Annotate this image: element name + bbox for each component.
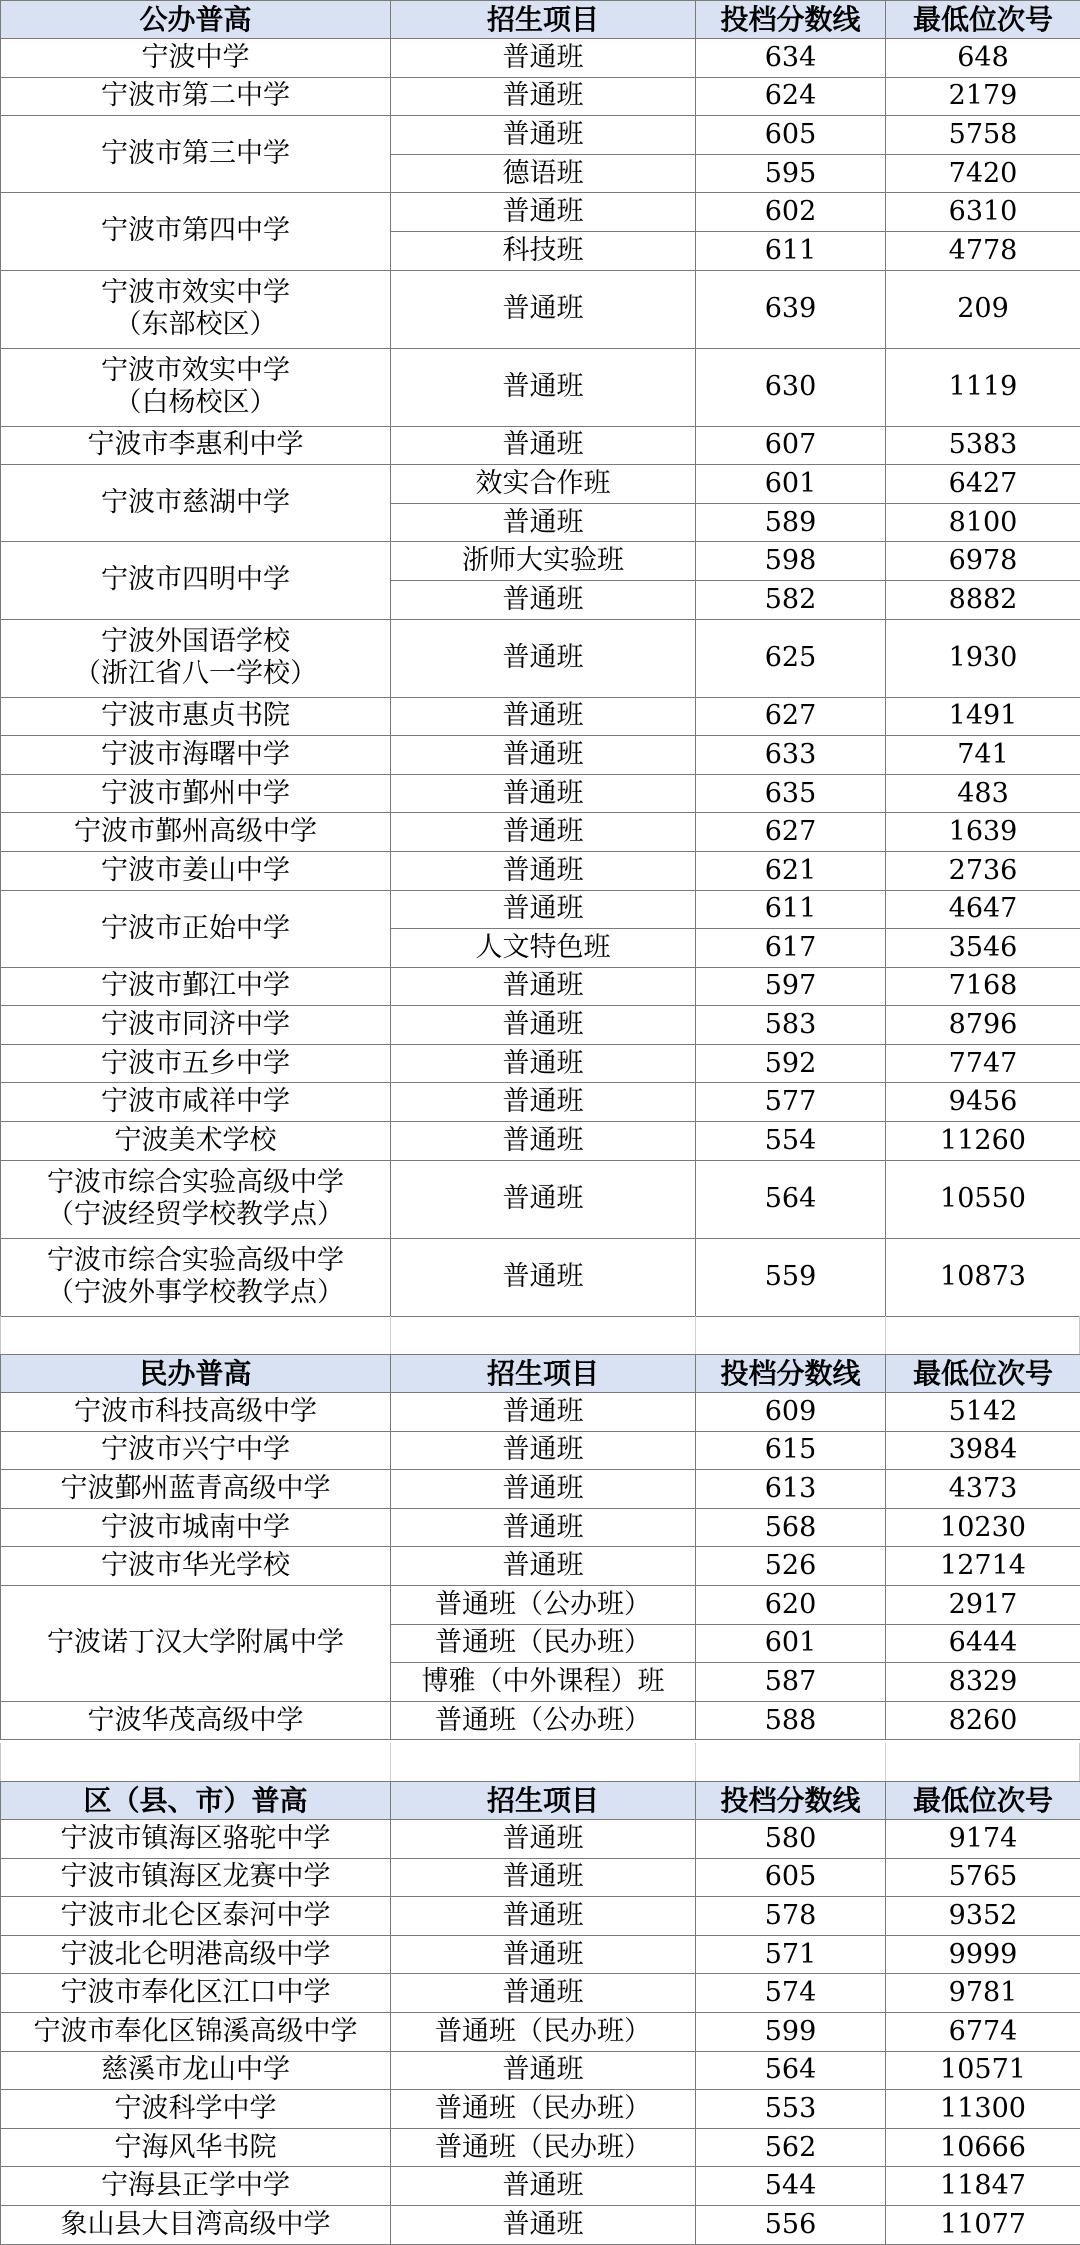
program-cell: 普通班 — [391, 619, 696, 697]
min-rank-cell: 2917 — [886, 1585, 1080, 1624]
school-name-line: 宁波市鄞州高级中学 — [74, 816, 317, 848]
table-row — [1, 39, 1080, 78]
school-name-cell — [1, 2051, 391, 2090]
program-cell: 普通班 — [391, 1820, 696, 1859]
min-rank-cell: 6978 — [886, 542, 1080, 581]
program-cell: 普通班 — [391, 116, 696, 155]
min-rank-cell: 10550 — [886, 1160, 1080, 1238]
score-line-cell: 602 — [696, 193, 886, 232]
score-line-cell: 625 — [696, 619, 886, 697]
school-name-line: 宁波市城南中学 — [101, 1511, 290, 1543]
min-rank-cell: 741 — [886, 736, 1080, 775]
school-name-cell — [1, 1431, 391, 1470]
table-row — [1, 736, 1080, 775]
school-name-line: 宁波市慈湖中学 — [101, 487, 290, 519]
score-line-cell: 605 — [696, 1858, 886, 1897]
program-cell: 普通班 — [391, 193, 696, 232]
header-category: 公办普高 — [1, 1, 391, 39]
school-name-cell — [1, 116, 391, 193]
table-row — [1, 2012, 1080, 2051]
school-name-line: 宁波市同济中学 — [101, 1009, 290, 1041]
admission-table — [0, 1781, 1080, 2245]
school-name-cell — [1, 1897, 391, 1936]
program-cell: 普通班 — [391, 2167, 696, 2206]
school-name-line: 宁波市咸祥中学 — [101, 1086, 290, 1118]
min-rank-cell: 5758 — [886, 116, 1080, 155]
program-cell: 普通班 — [391, 2051, 696, 2090]
school-name-line: 宁波美术学校 — [114, 1124, 277, 1156]
min-rank-cell: 6427 — [886, 465, 1080, 504]
score-line-cell: 620 — [696, 1585, 886, 1624]
score-line-cell: 582 — [696, 580, 886, 619]
score-line-cell: 553 — [696, 2090, 886, 2129]
school-name-cell — [1, 813, 391, 852]
program-cell: 普通班 — [391, 1238, 696, 1316]
program-cell: 普通班 — [391, 890, 696, 929]
program-cell: 普通班 — [391, 1431, 696, 1470]
min-rank-cell: 8100 — [886, 503, 1080, 542]
score-line-cell: 621 — [696, 851, 886, 890]
school-name-line: 宁波中学 — [141, 41, 250, 73]
score-line-cell: 613 — [696, 1470, 886, 1509]
table-row — [1, 77, 1080, 116]
school-name-line: （宁波外事学校教学点） — [47, 1277, 344, 1309]
min-rank-cell: 9999 — [886, 1935, 1080, 1974]
table-row — [1, 2128, 1080, 2167]
score-line-cell: 592 — [696, 1044, 886, 1083]
school-name-line: 宁波北仑明港高级中学 — [60, 1938, 331, 1970]
min-rank-cell: 10666 — [886, 2128, 1080, 2167]
min-rank-cell: 12714 — [886, 1547, 1080, 1586]
school-name-cell — [1, 1006, 391, 1045]
program-cell: 普通班 — [391, 774, 696, 813]
section-district — [0, 1781, 1080, 2245]
table-row — [1, 465, 1080, 504]
score-line-cell: 639 — [696, 270, 886, 348]
min-rank-cell: 5383 — [886, 426, 1080, 465]
school-name-cell — [1, 1701, 391, 1740]
min-rank-cell: 6310 — [886, 193, 1080, 232]
header-row — [1, 1355, 1080, 1393]
school-name-cell — [1, 1585, 391, 1701]
score-line-cell: 607 — [696, 426, 886, 465]
school-name-line: 宁波市四明中学 — [101, 564, 290, 596]
program-cell: 博雅（中外课程）班 — [391, 1663, 696, 1702]
min-rank-cell: 3546 — [886, 929, 1080, 968]
blank-spacer — [0, 1316, 1080, 1354]
school-name-cell — [1, 270, 391, 348]
school-name-cell — [1, 1083, 391, 1122]
school-name-line: 宁波科学中学 — [114, 2092, 277, 2124]
program-cell: 普通班 — [391, 2205, 696, 2244]
min-rank-cell: 7747 — [886, 1044, 1080, 1083]
school-name-line: （宁波经贸学校教学点） — [47, 1199, 344, 1231]
min-rank-cell: 648 — [886, 39, 1080, 78]
table-row — [1, 1393, 1080, 1432]
school-name-cell — [1, 1858, 391, 1897]
table-row — [1, 270, 1080, 348]
school-name-line: （白杨校区） — [114, 387, 277, 419]
min-rank-cell: 5765 — [886, 1858, 1080, 1897]
program-cell: 普通班 — [391, 1393, 696, 1432]
table-row — [1, 619, 1080, 697]
school-name-line: 象山县大目湾高级中学 — [60, 2208, 331, 2240]
program-cell: 普通班 — [391, 426, 696, 465]
score-line-cell: 587 — [696, 1663, 886, 1702]
min-rank-cell: 4778 — [886, 231, 1080, 270]
min-rank-cell: 7168 — [886, 967, 1080, 1006]
min-rank-cell: 9781 — [886, 1974, 1080, 2013]
score-line-cell: 627 — [696, 697, 886, 736]
score-line-cell: 589 — [696, 503, 886, 542]
min-rank-cell: 8882 — [886, 580, 1080, 619]
program-cell: 普通班 — [391, 1044, 696, 1083]
school-name-line: 宁波市效实中学 — [101, 277, 290, 309]
min-rank-cell: 11300 — [886, 2090, 1080, 2129]
score-line-cell: 526 — [696, 1547, 886, 1586]
program-cell: 普通班（公办班） — [391, 1585, 696, 1624]
school-name-cell — [1, 890, 391, 967]
score-line-cell: 611 — [696, 231, 886, 270]
school-name-line: 宁波华茂高级中学 — [87, 1704, 304, 1736]
header-row — [1, 1782, 1080, 1820]
score-line-cell: 564 — [696, 1160, 886, 1238]
score-line-cell: 633 — [696, 736, 886, 775]
program-cell: 普通班 — [391, 1006, 696, 1045]
school-name-cell — [1, 1044, 391, 1083]
school-name-cell — [1, 348, 391, 426]
min-rank-cell: 4373 — [886, 1470, 1080, 1509]
school-name-cell — [1, 426, 391, 465]
school-name-cell — [1, 1935, 391, 1974]
program-cell: 普通班 — [391, 580, 696, 619]
header-category: 区（县、市）普高 — [1, 1782, 391, 1820]
score-line-cell: 595 — [696, 154, 886, 193]
program-cell: 普通班 — [391, 39, 696, 78]
program-cell: 普通班 — [391, 1858, 696, 1897]
program-cell: 普通班 — [391, 736, 696, 775]
table-row — [1, 697, 1080, 736]
program-cell: 普通班 — [391, 348, 696, 426]
table-row — [1, 2051, 1080, 2090]
school-name-line: 宁波市北仑区泰河中学 — [60, 1899, 331, 1931]
program-cell: 浙师大实验班 — [391, 542, 696, 581]
school-name-line: 宁波市第三中学 — [101, 138, 290, 170]
school-name-cell — [1, 465, 391, 542]
table-row — [1, 1160, 1080, 1238]
score-line-cell: 627 — [696, 813, 886, 852]
table-row — [1, 1470, 1080, 1509]
school-name-cell — [1, 1508, 391, 1547]
table-row — [1, 1585, 1080, 1624]
table-row — [1, 542, 1080, 581]
min-rank-cell: 11077 — [886, 2205, 1080, 2244]
header-min-rank: 最低位次号 — [886, 1355, 1080, 1393]
school-name-cell — [1, 697, 391, 736]
program-cell: 普通班 — [391, 967, 696, 1006]
program-cell: 普通班 — [391, 1547, 696, 1586]
program-cell: 普通班（民办班） — [391, 2128, 696, 2167]
header-program: 招生项目 — [391, 1, 696, 39]
score-line-cell: 571 — [696, 1935, 886, 1974]
min-rank-cell: 11260 — [886, 1122, 1080, 1161]
program-cell: 普通班 — [391, 1935, 696, 1974]
score-line-cell: 624 — [696, 77, 886, 116]
score-line-cell: 615 — [696, 1431, 886, 1470]
min-rank-cell: 1639 — [886, 813, 1080, 852]
school-name-cell — [1, 1393, 391, 1432]
score-line-cell: 568 — [696, 1508, 886, 1547]
table-row — [1, 426, 1080, 465]
score-line-cell: 630 — [696, 348, 886, 426]
school-name-line: 宁波市惠贞书院 — [101, 700, 290, 732]
score-line-cell: 598 — [696, 542, 886, 581]
min-rank-cell: 1119 — [886, 348, 1080, 426]
table-row — [1, 1238, 1080, 1316]
min-rank-cell: 10873 — [886, 1238, 1080, 1316]
program-cell: 普通班（民办班） — [391, 2012, 696, 2051]
min-rank-cell: 3984 — [886, 1431, 1080, 1470]
min-rank-cell: 8796 — [886, 1006, 1080, 1045]
program-cell: 效实合作班 — [391, 465, 696, 504]
program-cell: 普通班 — [391, 813, 696, 852]
school-name-line: 宁波外国语学校 — [101, 626, 290, 658]
min-rank-cell: 10571 — [886, 2051, 1080, 2090]
program-cell: 科技班 — [391, 231, 696, 270]
school-name-cell — [1, 39, 391, 78]
program-cell: 普通班（民办班） — [391, 1624, 696, 1663]
school-name-cell — [1, 2205, 391, 2244]
program-cell: 人文特色班 — [391, 929, 696, 968]
table-row — [1, 2205, 1080, 2244]
score-line-cell: 617 — [696, 929, 886, 968]
score-line-cell: 554 — [696, 1122, 886, 1161]
min-rank-cell: 7420 — [886, 154, 1080, 193]
school-name-line: 宁波市第二中学 — [101, 80, 290, 112]
program-cell: 普通班 — [391, 1508, 696, 1547]
section-private — [0, 1354, 1080, 1740]
table-row — [1, 1935, 1080, 1974]
school-name-line: 宁波诺丁汉大学附属中学 — [47, 1627, 344, 1659]
min-rank-cell: 483 — [886, 774, 1080, 813]
score-line-cell: 544 — [696, 2167, 886, 2206]
program-cell: 普通班 — [391, 1122, 696, 1161]
score-line-cell: 605 — [696, 116, 886, 155]
program-cell: 普通班（公办班） — [391, 1701, 696, 1740]
table-row — [1, 1508, 1080, 1547]
school-name-line: 宁波市五乡中学 — [101, 1047, 290, 1079]
program-cell: 普通班 — [391, 1160, 696, 1238]
school-name-cell — [1, 2167, 391, 2206]
table-row — [1, 2090, 1080, 2129]
score-line-cell: 564 — [696, 2051, 886, 2090]
score-line-cell: 578 — [696, 1897, 886, 1936]
min-rank-cell: 8329 — [886, 1663, 1080, 1702]
school-name-line: 宁波鄞州蓝青高级中学 — [60, 1472, 331, 1504]
admission-table — [0, 1354, 1080, 1740]
school-name-cell — [1, 967, 391, 1006]
school-name-line: （浙江省八一学校） — [74, 658, 317, 690]
school-name-line: 宁海风华书院 — [114, 2131, 277, 2163]
school-name-cell — [1, 851, 391, 890]
score-line-cell: 588 — [696, 1701, 886, 1740]
min-rank-cell: 11847 — [886, 2167, 1080, 2206]
program-cell: 普通班（民办班） — [391, 2090, 696, 2129]
school-name-cell — [1, 1470, 391, 1509]
table-row — [1, 348, 1080, 426]
program-cell: 普通班 — [391, 77, 696, 116]
min-rank-cell: 9456 — [886, 1083, 1080, 1122]
table-row — [1, 1974, 1080, 2013]
table-row — [1, 967, 1080, 1006]
school-name-cell — [1, 1974, 391, 2013]
min-rank-cell: 209 — [886, 270, 1080, 348]
min-rank-cell: 6774 — [886, 2012, 1080, 2051]
min-rank-cell: 2179 — [886, 77, 1080, 116]
program-cell: 普通班 — [391, 503, 696, 542]
school-name-line: （东部校区） — [114, 309, 277, 341]
table-row — [1, 1044, 1080, 1083]
score-line-cell: 611 — [696, 890, 886, 929]
score-line-cell: 583 — [696, 1006, 886, 1045]
program-cell: 普通班 — [391, 1974, 696, 2013]
table-row — [1, 2167, 1080, 2206]
table-row — [1, 1083, 1080, 1122]
school-name-cell — [1, 1122, 391, 1161]
score-line-cell: 599 — [696, 2012, 886, 2051]
school-name-line: 宁波市镇海区骆驼中学 — [60, 1822, 331, 1854]
score-line-cell: 635 — [696, 774, 886, 813]
school-name-cell — [1, 1820, 391, 1859]
school-name-line: 宁波市第四中学 — [101, 215, 290, 247]
school-name-cell — [1, 2128, 391, 2167]
school-name-line: 宁波市李惠利中学 — [87, 429, 304, 461]
score-line-cell: 556 — [696, 2205, 886, 2244]
min-rank-cell: 10230 — [886, 1508, 1080, 1547]
table-row — [1, 1122, 1080, 1161]
score-line-cell: 577 — [696, 1083, 886, 1122]
min-rank-cell: 6444 — [886, 1624, 1080, 1663]
school-name-line: 宁波市鄞江中学 — [101, 970, 290, 1002]
table-row — [1, 774, 1080, 813]
school-name-line: 宁波市鄞州中学 — [101, 777, 290, 809]
min-rank-cell: 1491 — [886, 697, 1080, 736]
table-row — [1, 116, 1080, 155]
header-score-line: 投档分数线 — [696, 1782, 886, 1820]
table-row — [1, 890, 1080, 929]
school-name-cell — [1, 1160, 391, 1238]
header-score-line: 投档分数线 — [696, 1355, 886, 1393]
school-name-line: 慈溪市龙山中学 — [101, 2054, 290, 2086]
program-cell: 普通班 — [391, 1897, 696, 1936]
header-program: 招生项目 — [391, 1355, 696, 1393]
table-row — [1, 813, 1080, 852]
school-name-cell — [1, 774, 391, 813]
score-line-cell: 580 — [696, 1820, 886, 1859]
school-name-cell — [1, 193, 391, 270]
min-rank-cell: 9352 — [886, 1897, 1080, 1936]
score-line-cell: 609 — [696, 1393, 886, 1432]
min-rank-cell: 8260 — [886, 1701, 1080, 1740]
school-name-line: 宁波市科技高级中学 — [74, 1395, 317, 1427]
table-row — [1, 1858, 1080, 1897]
school-name-cell — [1, 542, 391, 619]
score-line-cell: 601 — [696, 1624, 886, 1663]
score-line-cell: 574 — [696, 1974, 886, 2013]
table-row — [1, 1431, 1080, 1470]
score-line-cell: 562 — [696, 2128, 886, 2167]
school-name-line: 宁波市姜山中学 — [101, 854, 290, 886]
school-name-line: 宁海县正学中学 — [101, 2170, 290, 2202]
school-name-line: 宁波市镇海区龙赛中学 — [60, 1861, 331, 1893]
program-cell: 普通班 — [391, 270, 696, 348]
school-name-line: 宁波市效实中学 — [101, 355, 290, 387]
school-name-line: 宁波市综合实验高级中学 — [47, 1167, 344, 1199]
program-cell: 普通班 — [391, 697, 696, 736]
program-cell: 普通班 — [391, 1470, 696, 1509]
min-rank-cell: 4647 — [886, 890, 1080, 929]
table-row — [1, 1701, 1080, 1740]
min-rank-cell: 5142 — [886, 1393, 1080, 1432]
table-row — [1, 1006, 1080, 1045]
score-line-cell: 634 — [696, 39, 886, 78]
school-name-line: 宁波市华光学校 — [101, 1550, 290, 1582]
min-rank-cell: 1930 — [886, 619, 1080, 697]
school-name-cell — [1, 619, 391, 697]
table-row — [1, 1547, 1080, 1586]
header-min-rank: 最低位次号 — [886, 1, 1080, 39]
table-row — [1, 193, 1080, 232]
school-name-cell — [1, 77, 391, 116]
school-name-cell — [1, 1238, 391, 1316]
header-category: 民办普高 — [1, 1355, 391, 1393]
school-name-line: 宁波市兴宁中学 — [101, 1434, 290, 1466]
program-cell: 普通班 — [391, 1083, 696, 1122]
blank-spacer — [0, 1743, 1080, 1781]
school-name-line: 宁波市海曙中学 — [101, 738, 290, 770]
score-line-cell: 601 — [696, 465, 886, 504]
program-cell: 普通班 — [391, 851, 696, 890]
school-name-line: 宁波市奉化区江口中学 — [60, 1977, 331, 2009]
table-row — [1, 851, 1080, 890]
school-name-line: 宁波市正始中学 — [101, 912, 290, 944]
school-name-line: 宁波市综合实验高级中学 — [47, 1245, 344, 1277]
school-name-cell — [1, 2090, 391, 2129]
header-min-rank: 最低位次号 — [886, 1782, 1080, 1820]
table-row — [1, 1897, 1080, 1936]
header-row — [1, 1, 1080, 39]
school-name-cell — [1, 1547, 391, 1586]
school-name-cell — [1, 2012, 391, 2051]
school-name-line: 宁波市奉化区锦溪高级中学 — [33, 2015, 358, 2047]
min-rank-cell: 9174 — [886, 1820, 1080, 1859]
score-line-cell: 559 — [696, 1238, 886, 1316]
header-score-line: 投档分数线 — [696, 1, 886, 39]
header-program: 招生项目 — [391, 1782, 696, 1820]
program-cell: 德语班 — [391, 154, 696, 193]
min-rank-cell: 2736 — [886, 851, 1080, 890]
table-row — [1, 1820, 1080, 1859]
school-name-cell — [1, 736, 391, 775]
score-line-cell: 597 — [696, 967, 886, 1006]
